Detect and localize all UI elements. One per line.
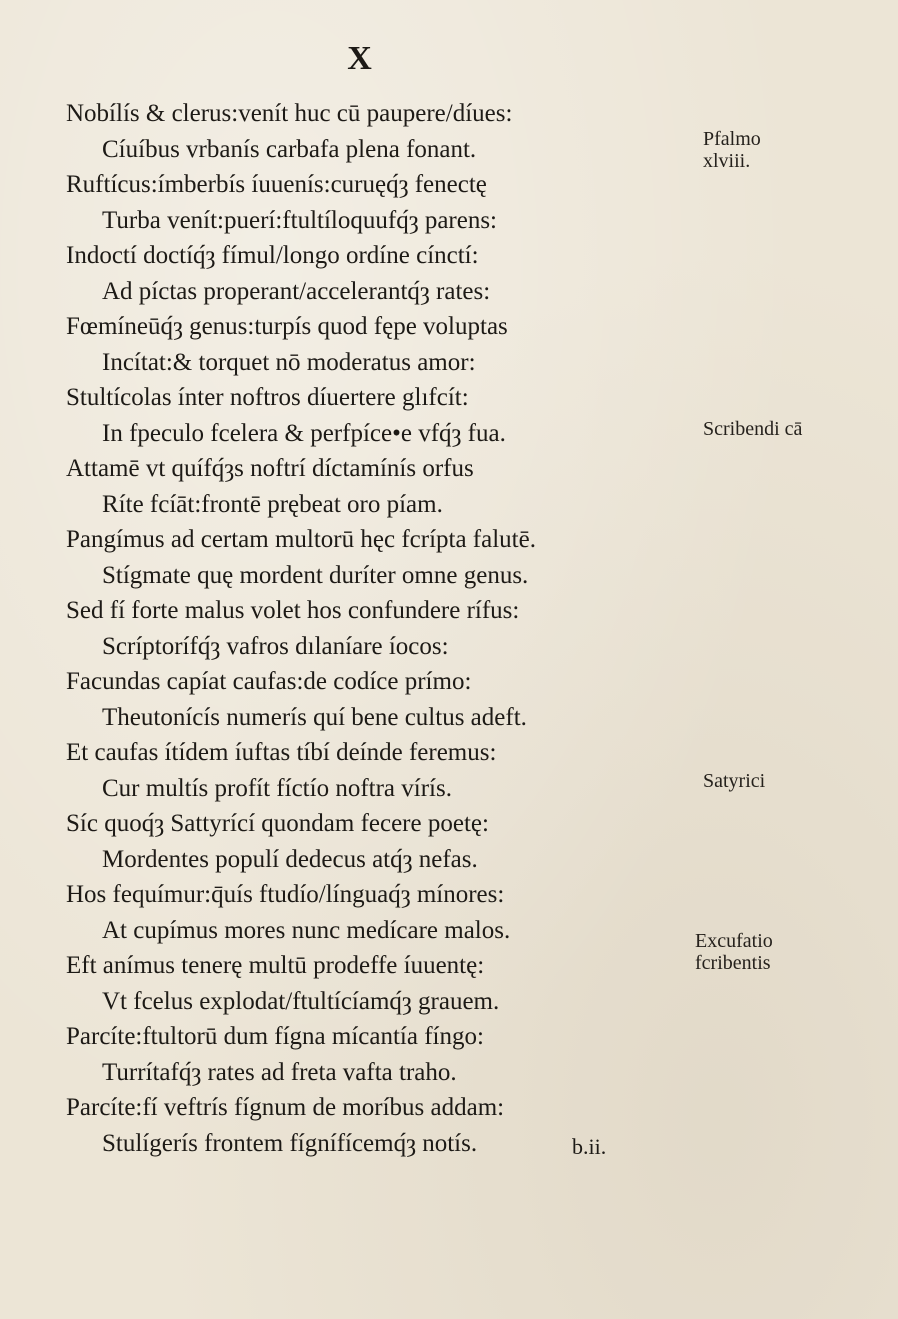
verse-line: Attamē vt quífq́ȝs noftrí díctamínís orfus <box>66 455 474 482</box>
verse-line: Theutonícís numerís quí bene cultus adeft. <box>102 704 527 731</box>
margin-note-line: xlviii. <box>703 150 751 172</box>
margin-note-line: Scribendi cā <box>703 418 803 440</box>
verse-line: Cíuíbus vrbanís carbafa plena fonant. <box>102 136 477 163</box>
verse-line: Nobílís & clerus:venít huc cū paupere/díues: <box>66 100 513 127</box>
verse-line: At cupímus mores nunc medícare malos. <box>102 917 511 944</box>
verse-line: Cur multís profít fíctío noftra vírís. <box>102 775 452 802</box>
verse-line: Turba venít:puerí:ftultíloquufq́ȝ parens: <box>102 207 498 234</box>
verse-line: Scríptorífq́ȝ vafros dılaníare íocos: <box>102 633 449 660</box>
verse-line: Ríte fcíāt:frontē prębeat oro píam. <box>102 491 443 518</box>
verse-line: Pangímus ad certam multorū hęc fcrípta falutē. <box>66 526 536 553</box>
margin-note-psalmo <box>703 128 761 172</box>
verse-line: Turrítafq́ȝ rates ad freta vafta traho. <box>102 1059 457 1086</box>
verse-line: Stígmate quę mordent duríter omne genus. <box>102 562 529 589</box>
verse-line: Sed fí forte malus volet hos confundere rífus: <box>66 597 520 624</box>
verse-line: Indoctí doctíq́ȝ fímul/longo ordíne cínctí: <box>66 242 479 269</box>
verse-line: Síc quoq́ȝ Sattyrící quondam fecere poetę: <box>66 810 489 837</box>
margin-note-scribendi <box>703 418 802 440</box>
verse-line: Et caufas ítídem íuftas tíbí deínde feremus: <box>66 739 497 766</box>
verse-line: Mordentes populí dedecus atq́ȝ nefas. <box>102 846 478 873</box>
margin-note-line: fcribentis <box>695 952 771 974</box>
margin-note-line: Excufatio <box>695 930 773 952</box>
margin-note-excusatio <box>695 930 773 974</box>
verse-line: Fœmíneūq́ȝ genus:turpís quod fępe voluptas <box>66 313 508 340</box>
verse-line: Eft anímus tenerę multū prodeffe íuuentę: <box>66 952 485 979</box>
margin-note-line: Pfalmo <box>703 128 761 150</box>
verse-line: Ad píctas properant/accelerantq́ȝ rates: <box>102 278 491 305</box>
verse-line: Stultícolas ínter noftros díuertere glıfcít: <box>66 384 469 411</box>
verse-line: Facundas capíat caufas:de codíce prímo: <box>66 668 472 695</box>
verse-line: Incítat:& torquet nō moderatus amor: <box>102 349 476 376</box>
verse-line: Parcíte:ftultorū dum fígna mícantía fíngo: <box>66 1023 484 1050</box>
verse-line: Stulígerís frontem fígnífícemq́ȝ notís. <box>102 1130 478 1157</box>
verse-line: Parcíte:fí veftrís fígnum de moríbus addam: <box>66 1094 505 1121</box>
verse-line: In fpeculo fcelera & perfpíce•e vfq́ȝ fua. <box>102 420 506 447</box>
folio-heading: X <box>347 40 373 77</box>
margin-note-line: Satyrici <box>703 770 766 792</box>
verse-line: Ruftícus:ímberbís íuuenís:curuęq́ȝ fenectę <box>66 171 487 198</box>
margin-note-satyrici <box>703 770 765 792</box>
catchword: b.ii. <box>572 1134 607 1159</box>
verse-line: Vt fcelus explodat/ftultícíamq́ȝ grauem. <box>102 988 500 1015</box>
verse-line: Hos fequímur:q̄uís ftudío/línguaq́ȝ mínores: <box>66 881 505 908</box>
